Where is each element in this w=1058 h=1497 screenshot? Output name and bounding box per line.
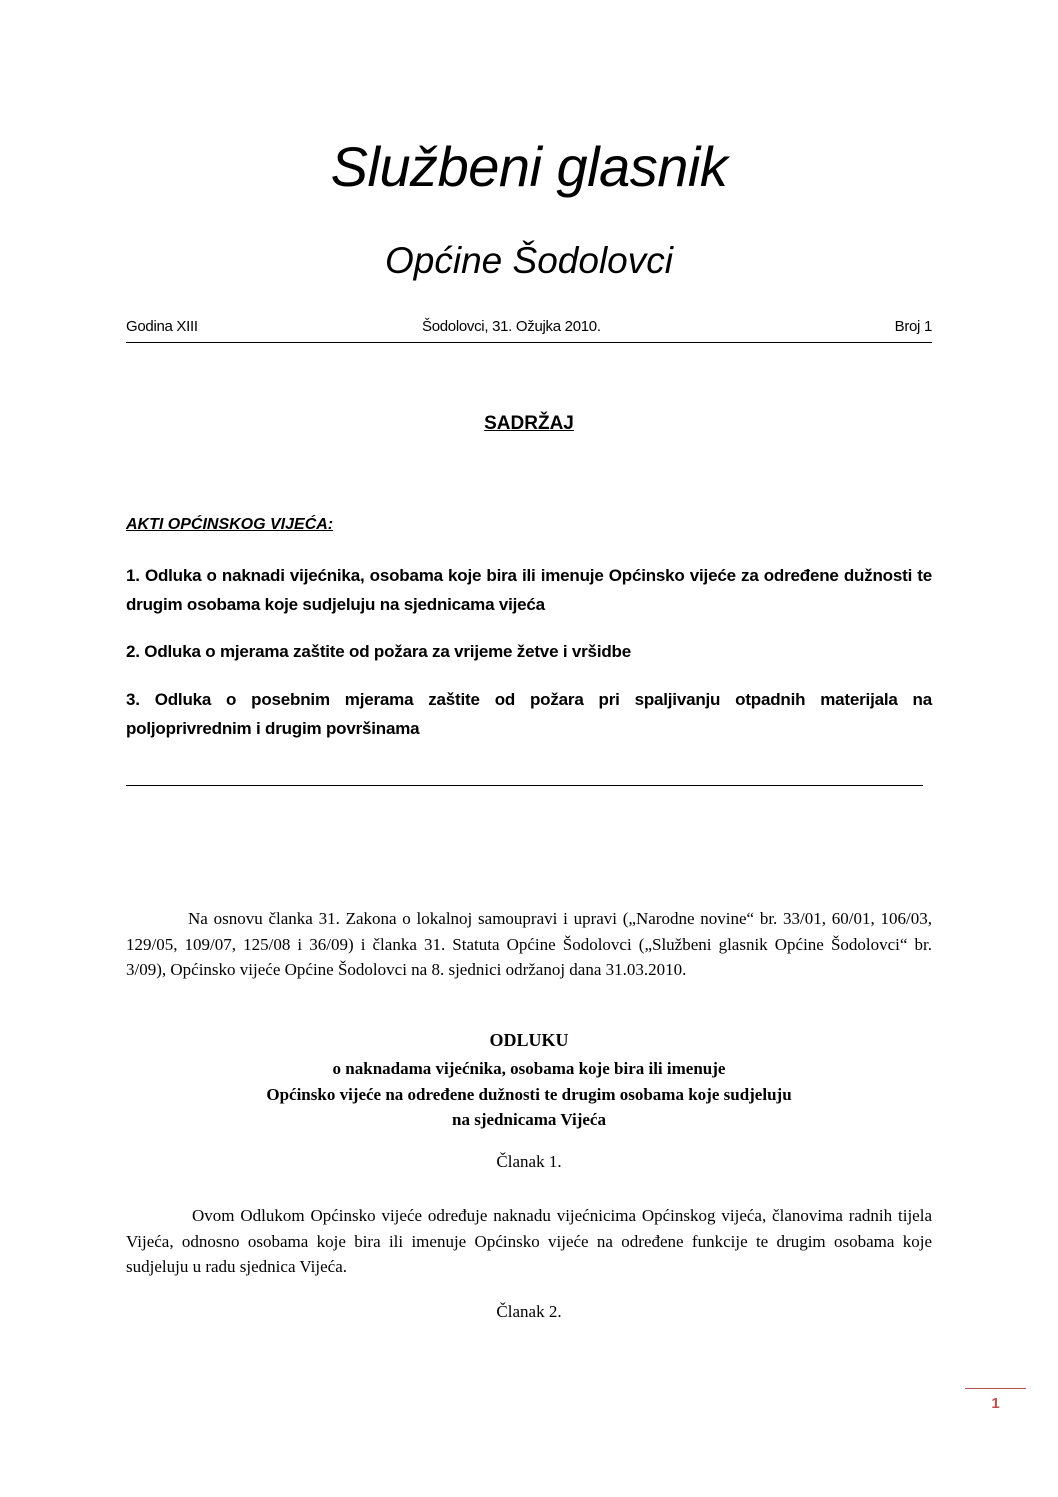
place-date: Šodolovci, 31. Ožujka 2010. [422,318,601,335]
contents-item: 2. Odluka o mjerama zaštite od požara za vrijeme žetve i vršidbe [126,642,631,661]
decision-subtitle [0,1056,1058,1133]
acts-section-heading: AKTI OPĆINSKOG VIJEĆA: [126,516,334,533]
article-2-heading: Članak 2. [496,1302,562,1321]
contents-heading: SADRŽAJ [484,413,574,434]
page-number: 1 [991,1395,1000,1412]
decision-subtitle-line: na sjednicama Vijeća [452,1110,606,1129]
gazette-title: Službeni glasnik [330,135,728,198]
decision-subtitle-line: o naknadama vijećnika, osobama koje bira ili imenuje [332,1059,726,1078]
article-1-text: Ovom Odlukom Općinsko vijeće određuje naknadu vijećnicima Općinskog vijeća, članovima radnih tijela Vijeća, odnosno osobama koje bira ili imenuje Općinsko vijeće na određene funkcije te drugim osobama koje sudjeluju u radu sjednica Vijeća. [126,1206,932,1276]
issue-info-line [126,318,932,343]
footer-divider [965,1388,1026,1389]
issue-number: Broj 1 [894,318,932,335]
year-label: Godina XIII [126,318,198,335]
decision-title: ODLUKU [489,1030,569,1050]
contents-item: 3. Odluka o posebnim mjerama zaštite od požara pri spaljivanju otpadnih materijala na poljoprivrednim i drugim površinama [126,690,932,738]
article-1-heading: Članak 1. [496,1152,562,1171]
contents-item: 1. Odluka o naknadi vijećnika, osobama koje bira ili imenuje Općinsko vijeće za određene dužnosti te drugim osobama koje sudjeluju na sjednicama vijeća [126,566,932,614]
decision-subtitle-line: Općinsko vijeće na određene dužnosti te drugim osobama koje sudjeluju [266,1084,792,1104]
section-divider [126,785,923,786]
decision-preamble: Na osnovu članka 31. Zakona o lokalnoj samoupravi i upravi („Narodne novine“ br. 33/01, 60/01, 106/03, 129/05, 109/07, 125/08 i 36/09) i članka 31. Statuta Općine Šodolovci („Službeni glasnik Općine Šodolovci“ br. 3/09), Općinsko vijeće Općine Šodolovci na 8. sjednici održanoj dana 31.03.2010. [126,909,932,979]
gazette-subtitle: Općine Šodolovci [385,240,673,281]
